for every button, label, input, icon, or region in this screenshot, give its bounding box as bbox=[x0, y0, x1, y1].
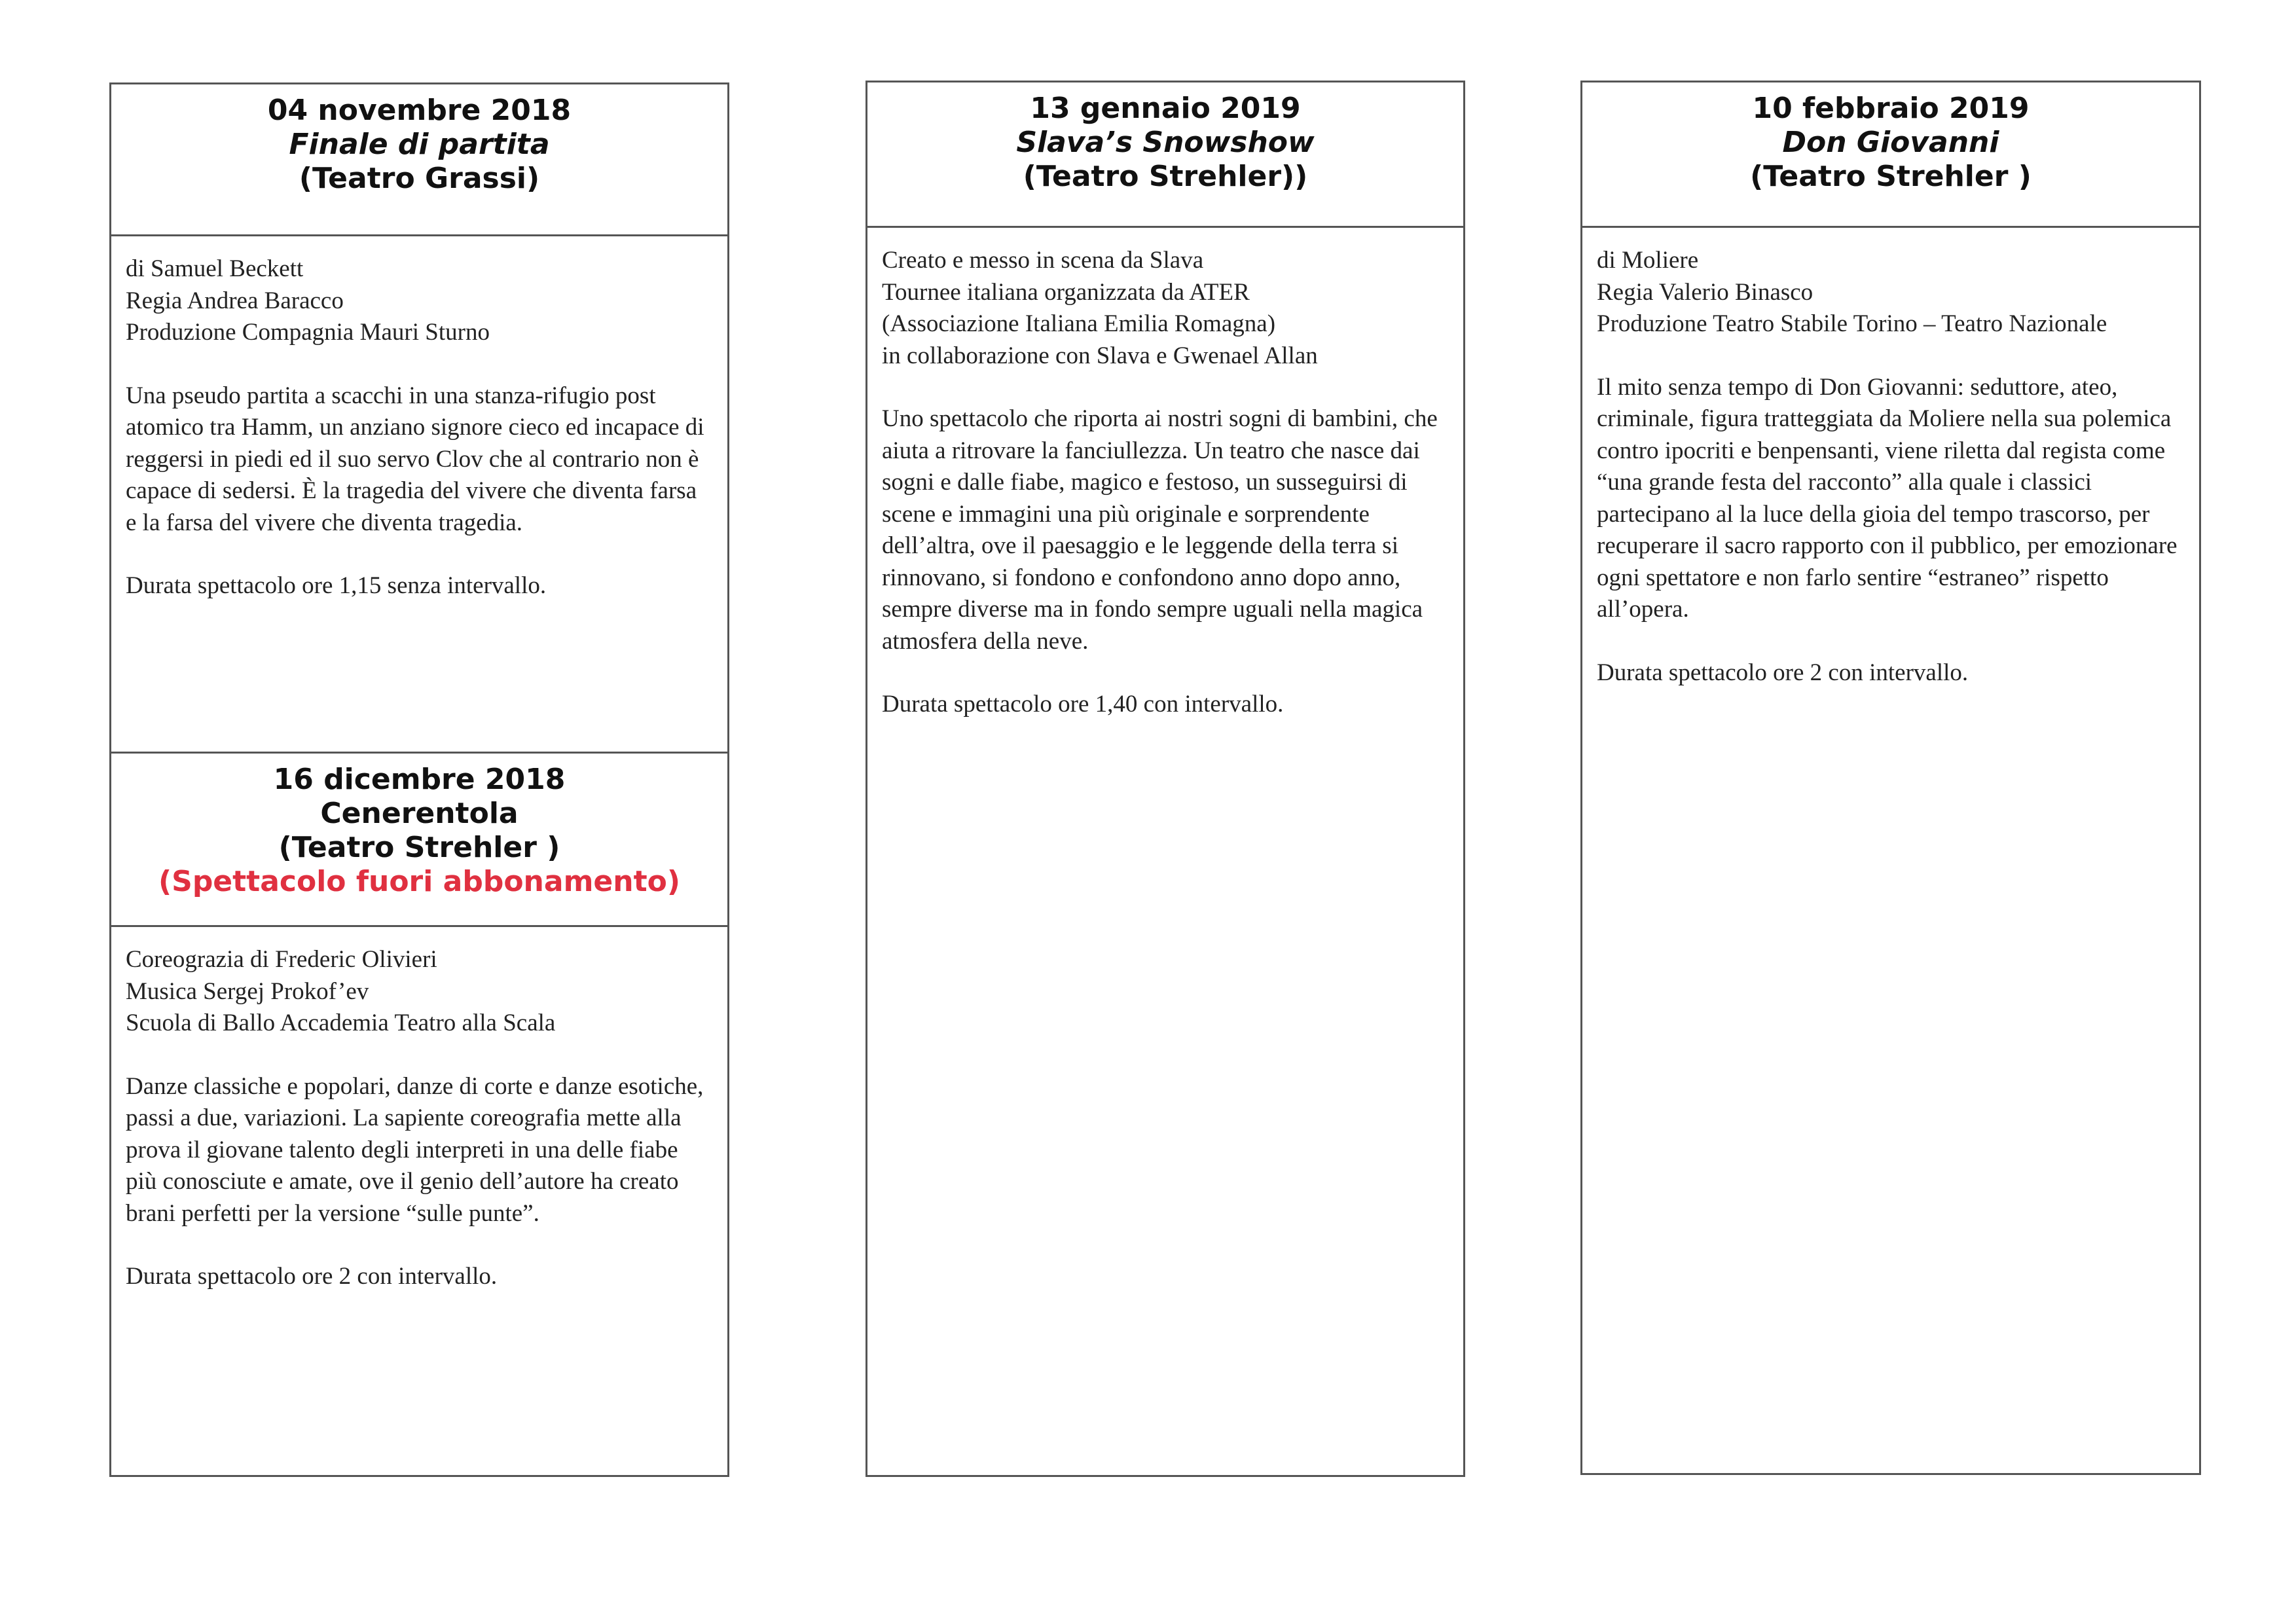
credit-line: di Samuel Beckett bbox=[126, 255, 304, 282]
show-venue: (Teatro Strehler ) bbox=[1750, 160, 2032, 193]
show-header bbox=[1582, 82, 2199, 228]
show-duration: Durata spettacolo ore 2 con intervallo. bbox=[126, 1263, 498, 1290]
show-date: 16 dicembre 2018 bbox=[273, 763, 566, 796]
show-title: Slava’s Snowshow bbox=[1016, 126, 1315, 159]
credit-line: Regia Valerio Binasco bbox=[1597, 278, 1813, 306]
credit-line: di Moliere bbox=[1597, 247, 1699, 274]
show-description: Uno spettacolo che riporta ai nostri sogni di bambini, che aiuta a ritrovare la fanciullezza. Un teatro che nasce dai sogni e dalle fiabe, magico e festoso, un susseguirsi di scene e immagini una più originale e sorprendente dell’altra, ove il paesaggio e le leggende della terra si rinnovano, si fondono e confondono anno dopo anno, sempre diverse ma in fondo sempre uguali nella magica atmosfera della neve. bbox=[882, 405, 1438, 655]
show-duration: Durata spettacolo ore 2 con intervallo. bbox=[1597, 659, 1969, 686]
show-description: Danze classiche e popolari, danze di corte e danze esotiche, passi a due, variazioni. La sapiente coreografia mette alla prova il giovane talento degli interpreti in una delle fiabe più conosciute e amate, ove il genio dell’autore ha creato brani perfetti per la versione “sulle punte”. bbox=[126, 1072, 704, 1227]
show-duration: Durata spettacolo ore 1,40 con intervallo. bbox=[882, 691, 1284, 718]
subscription-note: (Spettacolo fuori abbonamento) bbox=[158, 865, 680, 898]
credit-line: (Associazione Italiana Emilia Romagna) bbox=[882, 310, 1276, 337]
show-venue: (Teatro Strehler)) bbox=[1023, 160, 1308, 193]
show-body bbox=[867, 228, 1463, 721]
credit-line: Tournee italiana organizzata da ATER bbox=[882, 278, 1250, 306]
credit-line: Creato e messo in scena da Slava bbox=[882, 247, 1204, 274]
show-venue: (Teatro Strehler ) bbox=[278, 831, 560, 864]
show-description: Il mito senza tempo di Don Giovanni: seduttore, ateo, criminale, figura tratteggiata da Moliere nella sua polemica contro ipocriti e benpensanti, viene riletta dal regista come “una grande festa del racconto” alla quale i classici partecipano al la luce della gioia del tempo trascorso, per recuperare il sacro rapporto con il pubblico, per emozionare ogni spettatore e non farlo sentire “estraneo” rispetto all’opera. bbox=[1597, 373, 2178, 623]
show-credits bbox=[126, 253, 713, 349]
show-credits bbox=[1597, 245, 2185, 340]
show-title: Finale di partita bbox=[289, 128, 550, 161]
show-duration: Durata spettacolo ore 1,15 senza intervallo. bbox=[126, 572, 547, 599]
credit-line: Produzione Teatro Stabile Torino – Teatro Nazionale bbox=[1597, 310, 2107, 337]
program-card-middle bbox=[866, 81, 1465, 1477]
program-card-right bbox=[1580, 81, 2201, 1475]
show-date: 04 novembre 2018 bbox=[267, 94, 572, 127]
credit-line: Coreograzia di Frederic Olivieri bbox=[126, 946, 437, 973]
show-credits bbox=[882, 245, 1449, 372]
credit-line: Musica Sergej Prokof’ev bbox=[126, 977, 369, 1005]
credit-line: Produzione Compagnia Mauri Sturno bbox=[126, 319, 490, 346]
show-title: Don Giovanni bbox=[1782, 126, 1999, 159]
show-date: 10 febbraio 2019 bbox=[1752, 92, 2030, 125]
show-body bbox=[111, 236, 727, 752]
show-body bbox=[1582, 228, 2199, 689]
program-card-left bbox=[109, 82, 729, 1477]
show-credits bbox=[126, 944, 713, 1040]
show-date: 13 gennaio 2019 bbox=[1030, 92, 1301, 125]
show-title: Cenerentola bbox=[320, 797, 519, 830]
show-header bbox=[111, 84, 727, 236]
show-header bbox=[111, 752, 727, 927]
show-description: Una pseudo partita a scacchi in una stanza-rifugio post atomico tra Hamm, un anziano signore cieco ed incapace di reggersi in piedi ed il suo servo Clov che al contrario non è capace di sedersi. È la tragedia del vivere che diventa farsa e la farsa del vivere che diventa tragedia. bbox=[126, 382, 704, 536]
credit-line: Scuola di Ballo Accademia Teatro alla Scala bbox=[126, 1010, 556, 1036]
show-venue: (Teatro Grassi) bbox=[299, 162, 540, 195]
show-header bbox=[867, 82, 1463, 228]
credit-line: in collaborazione con Slava e Gwenael Allan bbox=[882, 342, 1318, 369]
show-body bbox=[111, 927, 727, 1293]
credit-line: Regia Andrea Baracco bbox=[126, 287, 344, 314]
